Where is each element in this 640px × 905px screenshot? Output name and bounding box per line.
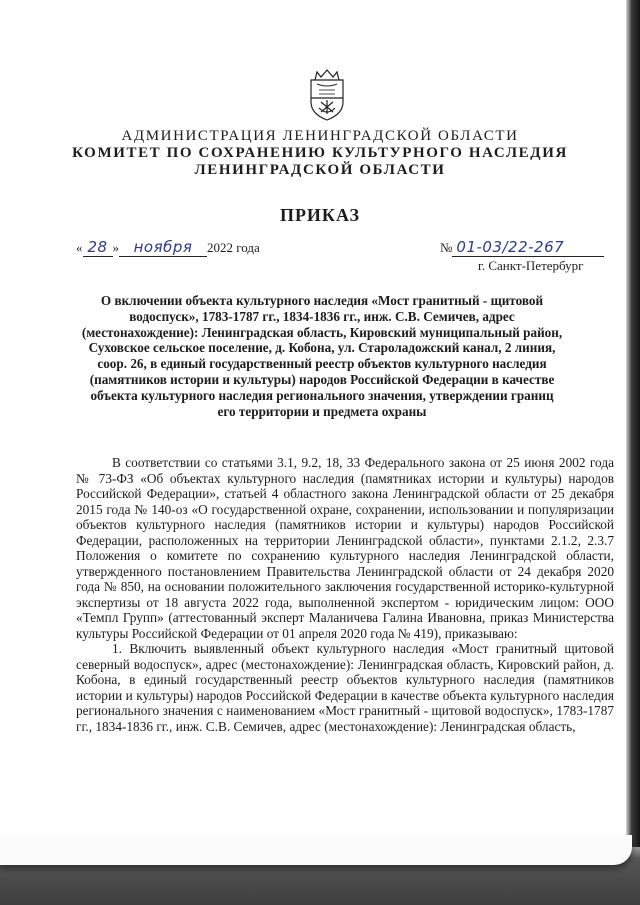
header-committee: КОМИТЕТ ПО СОХРАНЕНИЮ КУЛЬТУРНОГО НАСЛЕДИЯ <box>72 145 568 161</box>
order-date <box>76 238 260 257</box>
date-month: ноября <box>133 238 193 256</box>
number-prefix: № <box>440 240 453 255</box>
header-region: ЛЕНИНГРАДСКОЙ ОБЛАСТИ <box>194 162 446 178</box>
header-administration: АДМИНИСТРАЦИЯ ЛЕНИНГРАДСКОЙ ОБЛАСТИ <box>121 128 519 144</box>
page-bottom-curl <box>0 835 632 865</box>
clause-1-paragraph: 1. Включить выявленный объект культурного наследия «Мост гранитный щитовой северный водоспуск», адрес (местонахождение): Ленинградская область, Кировский район, д. Кобона, в единый государственный реестр объектов культурного наследия (памятников истории и культуры) народов Российской Федерации в качестве объекта культурного наследия регионального значения с наименованием «Мост гранитный - щитовой водоспуск», 1783-1787 гг., 1834-1836 гг., инж. С.В. Семичев, адрес (местонахождение): Ленинградская область, <box>76 641 614 734</box>
city-label: г. Санкт-Петербург <box>478 258 584 273</box>
order-body <box>76 455 614 734</box>
date-open-quote: « <box>76 240 83 255</box>
scan-edge-shadow <box>626 0 640 905</box>
order-subject: О включении объекта культурного наследия «Мост гранитный - щитовой водоспуск», 1783-1787 гг., 1834-1836 гг., инж. С.В. Семичев, адрес (местонахождение): Ленинградская область, Кировский муниципальный район, Суховское сельское поселение, д. Кобона, ул. Староладожский канал, 2 линия, соор. 26, в единый государственный реестр объектов культурного наследия (памятников истории и культуры) народов Российской Федерации в качестве объекта культурного наследия регионального значения, утверждении границ его территории и предмета охраны <box>81 293 563 419</box>
date-close-quote: » <box>112 240 119 255</box>
date-day: 28 <box>87 238 108 256</box>
date-year: 2022 года <box>207 240 260 255</box>
document-title: ПРИКАЗ <box>279 205 361 225</box>
order-number <box>440 238 604 257</box>
preamble-paragraph: В соответствии со статьями 3.1, 9.2, 18, 33 Федерального закона от 25 июня 2002 года № 73-ФЗ «Об объектах культурного наследия (памятниках истории и культуры) народов Российской Федерации», статьей 4 областного закона Ленинградской области от 25 декабря 2015 года № 140-оз «О государственной охране, сохранении, использовании и популяризации объектов культурного наследия (памятников истории и культуры) народов Российской Федерации, расположенных на территории Ленинградской области», пунктами 2.1.2, 2.3.7 Положения о комитете по сохранению культурного наследия Ленинградской области, утвержденного постановлением Правительства Ленинградской области от 24 декабря 2020 года № 850, на основании положительного заключения государственной историко-культурной экспертизы от 18 августа 2022 года, выполненной экспертом - юридическим лицом: ООО «Темпл Групп» (аттестованный эксперт Маланичева Галина Ивановна, приказ Министерства культуры Российской Федерации от 01 апреля 2020 года № 419), приказываю: <box>76 455 614 641</box>
number-value: 01-03/22-267 <box>456 238 565 256</box>
coat-of-arms-emblem <box>305 68 349 122</box>
